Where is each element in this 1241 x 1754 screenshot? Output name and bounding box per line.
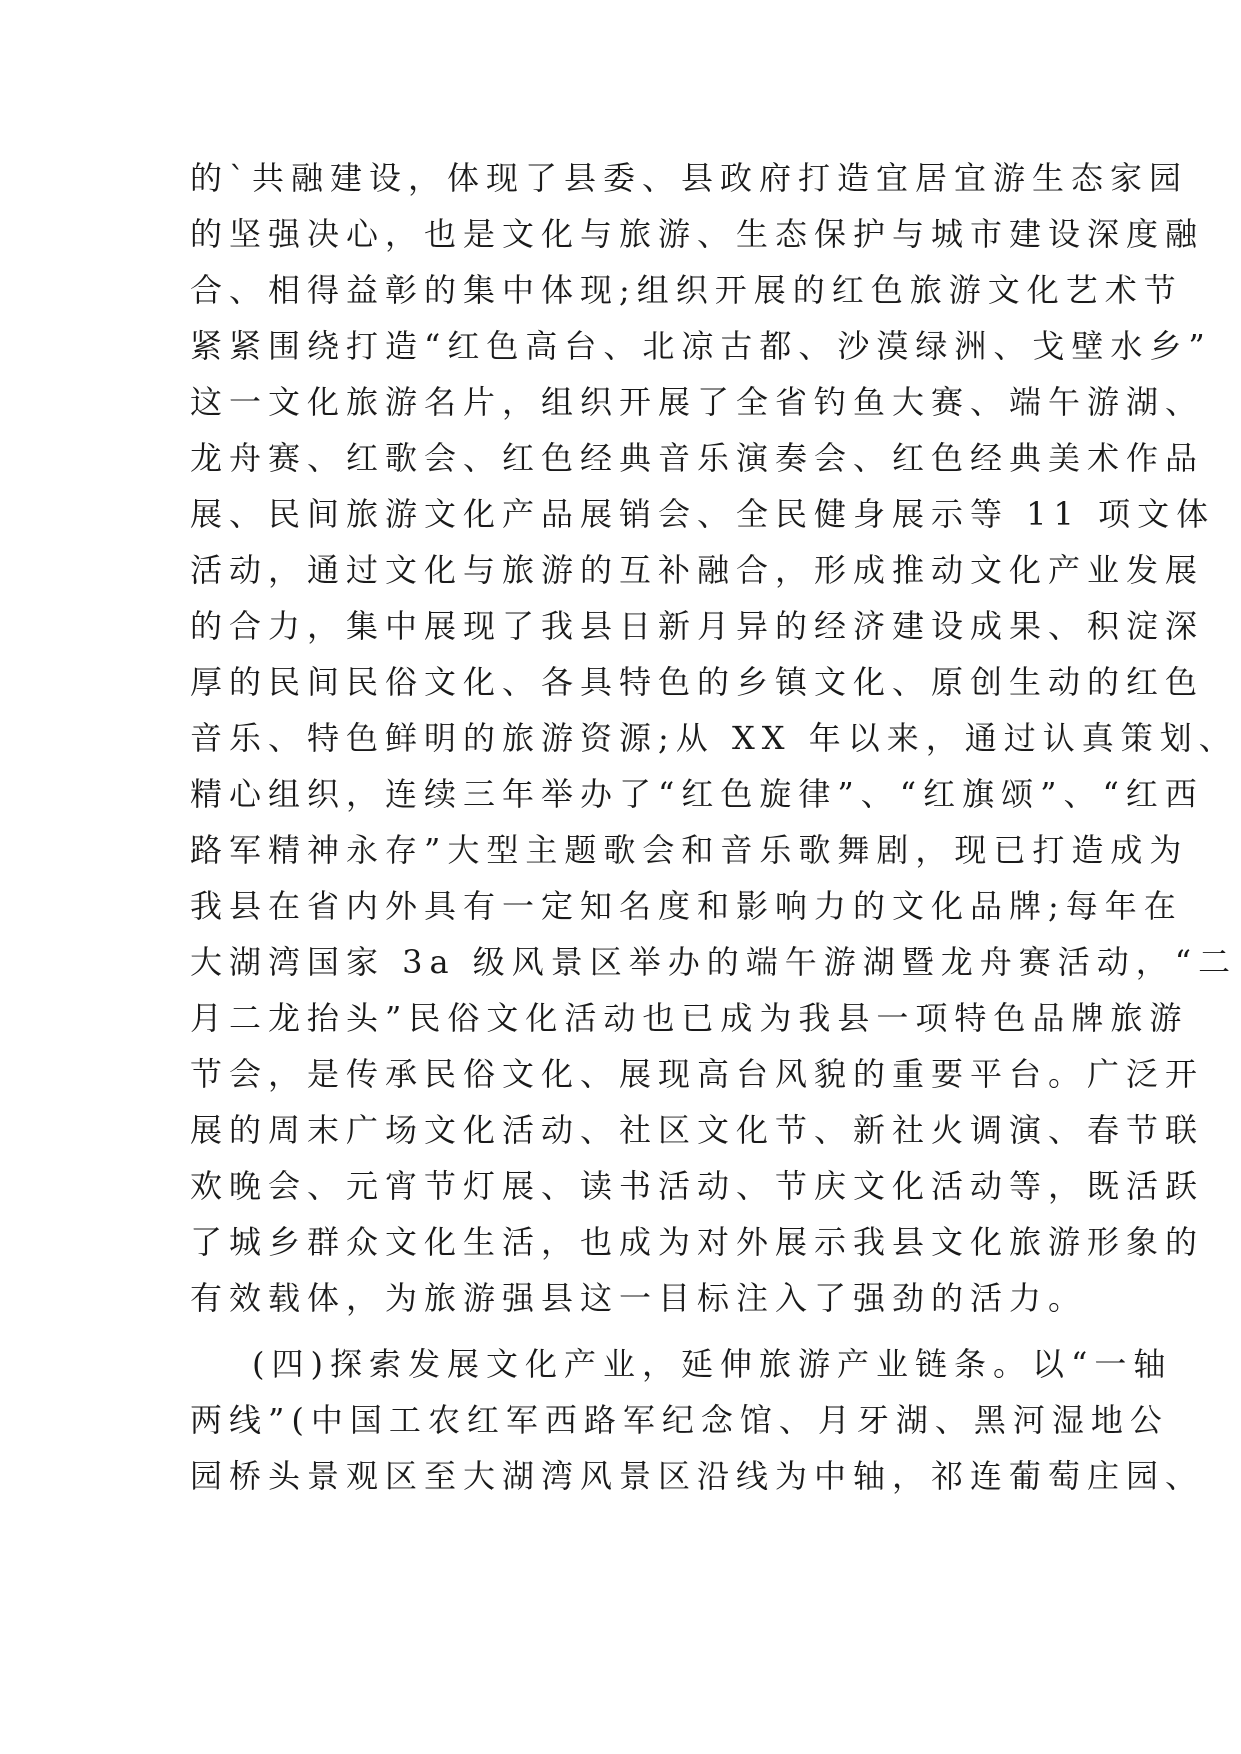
text-line: 园桥头景观区至大湖湾风景区沿线为中轴，祁连葡萄庄园、 xyxy=(190,1457,1205,1495)
text-line: 两线”(中国工农红军西路军纪念馆、月牙湖、黑河湿地公 xyxy=(190,1401,1169,1439)
text-line: 这一文化旅游名片，组织开展了全省钓鱼大赛、端午游湖、 xyxy=(190,383,1205,421)
text-line: 音乐、特色鲜明的旅游资源;从 XX 年以来，通过认真策划、 xyxy=(190,719,1238,757)
text-line: 节会，是传承民俗文化、展现高台风貌的重要平台。广泛开 xyxy=(190,1055,1205,1093)
section-heading-line: (四)探索发展文化产业，延伸旅游产业链条。以“一轴 xyxy=(252,1345,1173,1383)
text-line: 我县在省内外具有一定知名度和影响力的文化品牌;每年在 xyxy=(190,887,1183,925)
text-line: 路军精神永存”大型主题歌会和音乐歌舞剧，现已打造成为 xyxy=(190,831,1189,869)
text-line: 展、民间旅游文化产品展销会、全民健身展示等 11 项文体 xyxy=(190,495,1216,533)
text-line: 大湖湾国家 3a 级风景区举办的端午游湖暨龙舟赛活动，“二 xyxy=(190,943,1238,981)
text-line: 合、相得益彰的集中体现;组织开展的红色旅游文化艺术节 xyxy=(190,271,1183,309)
text-line: 龙舟赛、红歌会、红色经典音乐演奏会、红色经典美术作品 xyxy=(190,439,1205,477)
text-line: 的坚强决心，也是文化与旅游、生态保护与城市建设深度融 xyxy=(190,215,1205,253)
text-line: 了城乡群众文化生活，也成为对外展示我县文化旅游形象的 xyxy=(190,1223,1205,1261)
text-line: 欢晚会、元宵节灯展、读书活动、节庆文化活动等，既活跃 xyxy=(190,1167,1205,1205)
text-line: 有效载体，为旅游强县这一目标注入了强劲的活力。 xyxy=(190,1279,1088,1317)
text-line: 月二龙抬头”民俗文化活动也已成为我县一项特色品牌旅游 xyxy=(190,999,1189,1037)
text-line: 的`共融建设，体现了县委、县政府打造宜居宜游生态家园 xyxy=(190,159,1189,197)
text-line: 精心组织，连续三年举办了“红色旋律”、“红旗颂”、“红西 xyxy=(190,775,1204,813)
text-line: 紧紧围绕打造“红色高台、北凉古都、沙漠绿洲、戈壁水乡” xyxy=(190,327,1212,365)
text-line: 活动，通过文化与旅游的互补融合，形成推动文化产业发展 xyxy=(190,551,1205,589)
text-line: 展的周末广场文化活动、社区文化节、新社火调演、春节联 xyxy=(190,1111,1205,1149)
text-line: 厚的民间民俗文化、各具特色的乡镇文化、原创生动的红色 xyxy=(190,663,1205,701)
text-line: 的合力，集中展现了我县日新月异的经济建设成果、积淀深 xyxy=(190,607,1205,645)
body-text xyxy=(190,150,1238,1504)
